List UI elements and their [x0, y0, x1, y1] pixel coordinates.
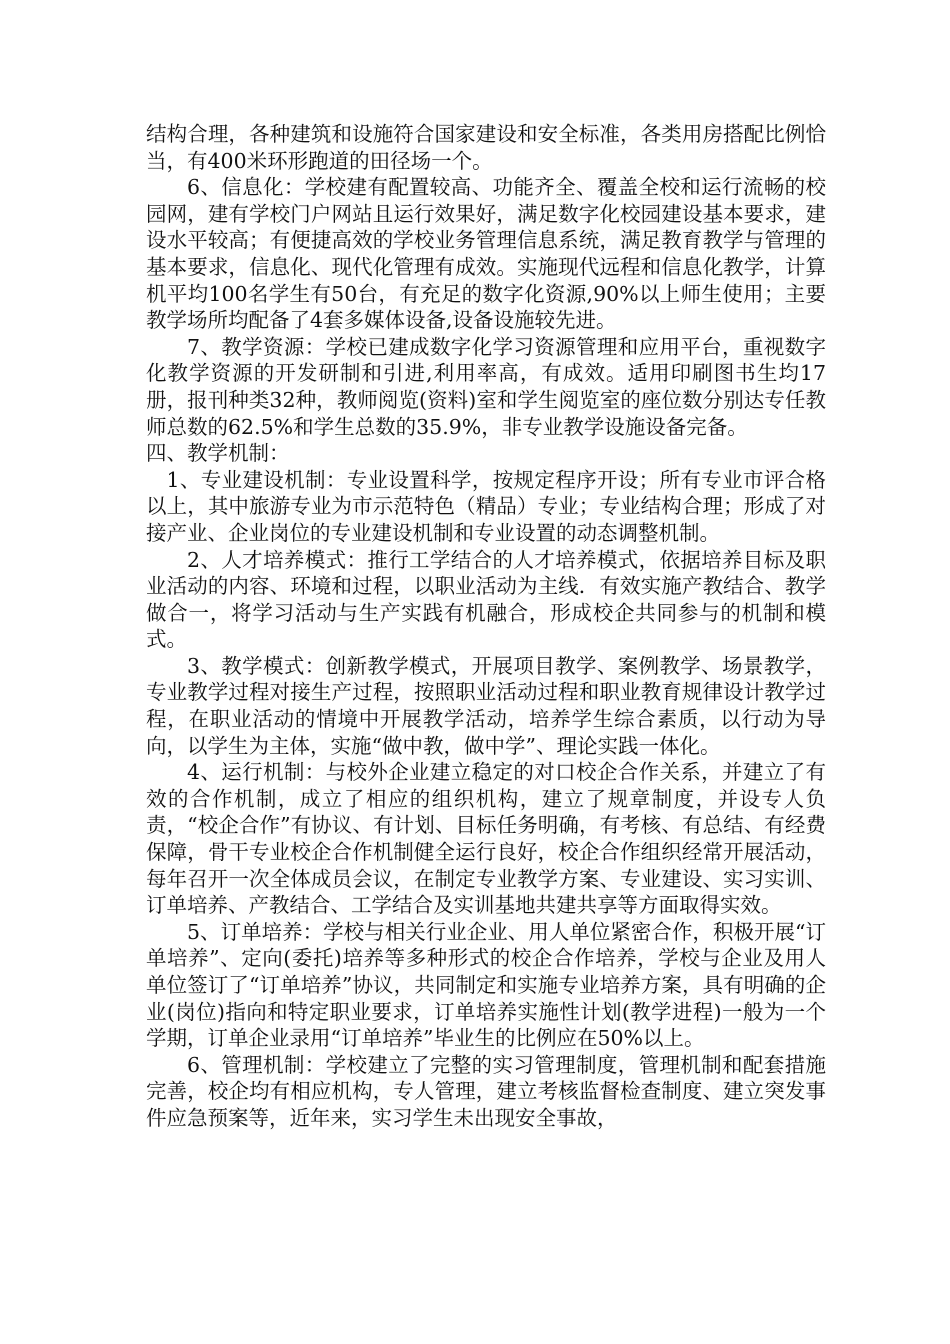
- paragraph-teaching-mode: 3、教学模式：创新教学模式，开展项目教学、案例教学、场景教学，专业教学过程对接生产过程，按照职业活动过程和职业教育规律设计教学过程，在职业活动的情境中开展教学活动，培养学生综合素质，以行动为导向，以学生为主体，实施“做中教，做中学”、理论实践一体化。: [146, 653, 826, 758]
- paragraph-major-construction: 1、专业建设机制：专业设置科学，按规定程序开设；所有专业市评合格以上，其中旅游专业为市示范特色（精品）专业；专业结构合理；形成了对接产业、企业岗位的专业建设机制和专业设置的动态调整机制。: [146, 467, 826, 545]
- paragraph-talent-training: 2、人才培养模式：推行工学结合的人才培养模式，依据培养目标及职业活动的内容、环境和过程，以职业活动为主线．有效实施产教结合、教学做合一，将学习活动与生产实践有机融合，形成校企共同参与的机制和模式。: [146, 547, 826, 652]
- document-page: [146, 121, 826, 1132]
- paragraph-informatization: 6、信息化：学校建有配置较高、功能齐全、覆盖全校和运行流畅的校园网，建有学校门户网站且运行效果好，满足数字化校园建设基本要求，建设水平较高；有便捷高效的学校业务管理信息系统，满足教育教学与管理的基本要求，信息化、现代化管理有成效。实施现代远程和信息化教学，计算机平均100名学生有50台，有充足的数字化资源,90%以上师生使用；主要教学场所均配备了4套多媒体设备,设备设施较先进。: [146, 175, 826, 333]
- paragraph-management-mechanism: 6、管理机制：学校建立了完整的实习管理制度，管理机制和配套措施完善，校企均有相应机构，专人管理，建立考核监督检查制度、建立突发事件应急预案等，近年来，实习学生未出现安全事故，: [146, 1052, 826, 1130]
- paragraph-teaching-resources: 7、教学资源：学校已建成数字化学习资源管理和应用平台，重视数字化教学资源的开发研制和引进,利用率高，有成效。适用印刷图书生均17册，报刊种类32种，教师阅览(资料)室和学生阅览室的座位数分别达专任教师总数的62.5%和学生总数的35.9%，非专业教学设施设备完备。: [146, 334, 826, 439]
- paragraph-facilities-continued: 结构合理，各种建筑和设施符合国家建设和安全标准，各类用房搭配比例恰当，有400米环形跑道的田径场一个。: [146, 122, 826, 173]
- paragraph-order-training: 5、订单培养：学校与相关行业企业、用人单位紧密合作，积极开展“订单培养”、定向(委托)培养等多种形式的校企合作培养，学校与企业及用人单位签订了“订单培养”协议，共同制定和实施专业培养方案，具有明确的企业(岗位)指向和特定职业要求，订单培养实施性计划(教学进程)一般为一个学期，订单企业录用“订单培养”毕业生的比例应在50%以上。: [146, 919, 826, 1051]
- paragraph-operation-mechanism: 4、运行机制：与校外企业建立稳定的对口校企合作关系，并建立了有效的合作机制，成立了相应的组织机构，建立了规章制度，并设专人负责，“校企合作”有协议、有计划、目标任务明确，有考核、有总结、有经费保障，骨干专业校企合作机制健全运行良好，校企合作组织经常开展活动，每年召开一次全体成员会议，在制定专业教学方案、专业建设、实习实训、订单培养、产教结合、工学结合及实训基地共建共享等方面取得实效。: [146, 760, 826, 918]
- section-heading-teaching-mechanism: 四、教学机制：: [146, 441, 290, 466]
